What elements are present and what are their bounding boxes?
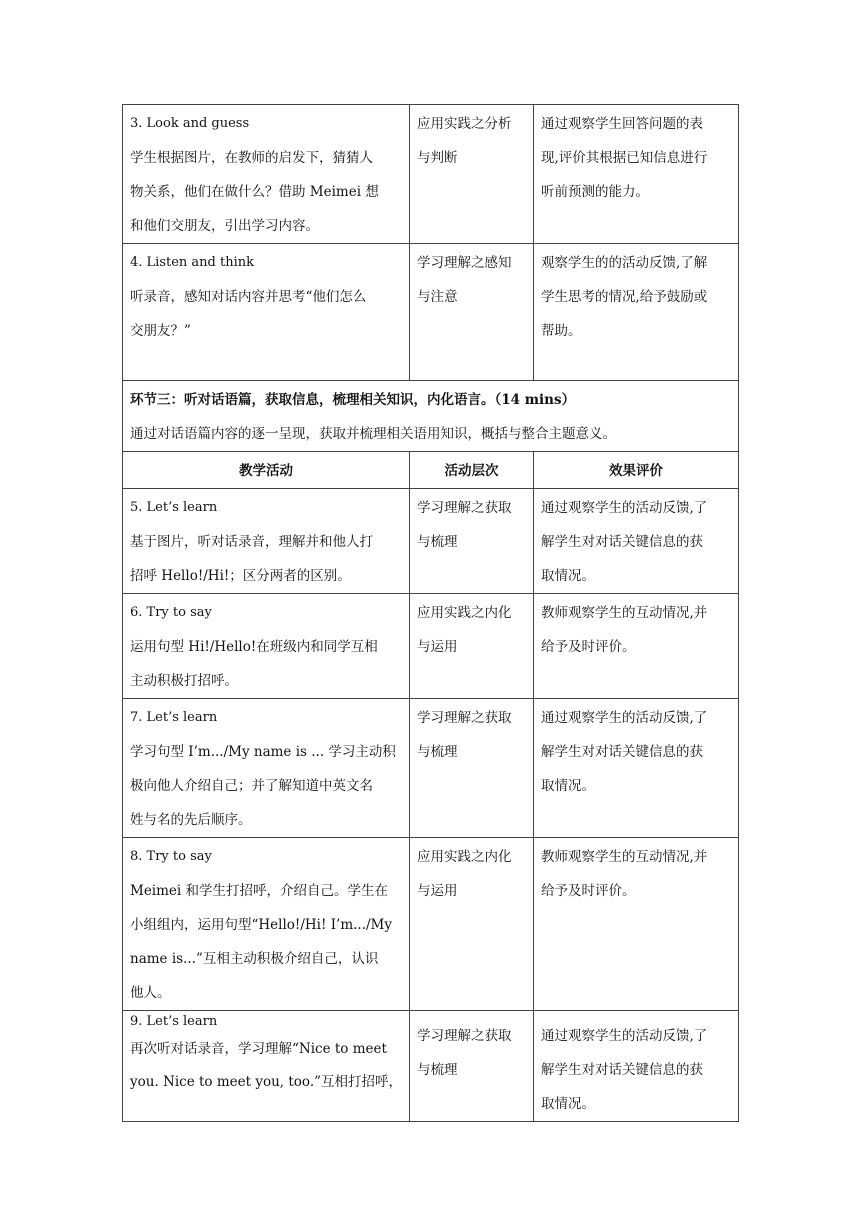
activity-text-line: 学生根据图片，在教师的启发下，猜猜人 bbox=[130, 150, 373, 166]
activity-row-7 bbox=[123, 699, 739, 838]
activity-text-line: 听录音，感知对话内容并思考“他们怎么 bbox=[130, 289, 367, 305]
level-cell bbox=[410, 594, 534, 699]
evaluation-text-line: 通过观察学生的活动反馈,了 bbox=[541, 710, 708, 726]
level-text-line: 与梳理 bbox=[417, 534, 458, 550]
evaluation-cell bbox=[534, 699, 739, 838]
activity-text-line: you. Nice to meet you, too.”互相打招呼， bbox=[130, 1074, 402, 1090]
level-cell bbox=[410, 105, 534, 244]
activity-row-9 bbox=[123, 1011, 739, 1122]
activity-cell bbox=[123, 244, 410, 381]
section-description: 通过对话语篇内容的逐一呈现，获取并梳理相关语用知识，概括与整合主题意义。 bbox=[130, 426, 616, 442]
section-row bbox=[123, 381, 739, 452]
activity-cell bbox=[123, 594, 410, 699]
level-text-line: 学习理解之感知 bbox=[417, 255, 512, 271]
evaluation-cell bbox=[534, 489, 739, 594]
level-text-line: 应用实践之分析 bbox=[417, 116, 512, 132]
level-cell bbox=[410, 838, 534, 1011]
evaluation-text-line: 教师观察学生的互动情况,并 bbox=[541, 849, 708, 865]
activity-cell bbox=[123, 838, 410, 1011]
evaluation-text-line: 现,评价其根据已知信息进行 bbox=[541, 150, 708, 166]
evaluation-text-line: 解学生对对话关键信息的获 bbox=[541, 744, 703, 760]
lesson-plan-table bbox=[122, 104, 739, 1122]
level-text-line: 应用实践之内化 bbox=[417, 605, 512, 621]
header-evaluation: 效果评价 bbox=[534, 452, 739, 489]
evaluation-text-line: 通过观察学生的活动反馈,了 bbox=[541, 500, 708, 516]
activity-row-6 bbox=[123, 594, 739, 699]
table-header-row bbox=[123, 452, 739, 489]
activity-text-line: 极向他人介绍自己；并了解知道中英文名 bbox=[130, 778, 373, 794]
level-cell bbox=[410, 244, 534, 381]
evaluation-cell bbox=[534, 244, 739, 381]
level-text-line: 应用实践之内化 bbox=[417, 849, 512, 865]
activity-row-3 bbox=[123, 105, 739, 244]
activity-cell bbox=[123, 489, 410, 594]
activity-row-4 bbox=[123, 244, 739, 381]
level-text-line: 与注意 bbox=[417, 289, 458, 305]
evaluation-text-line: 取情况。 bbox=[541, 1096, 595, 1112]
activity-text-line: 再次听对话录音，学习理解“Nice to meet bbox=[130, 1041, 387, 1057]
evaluation-text-line: 听前预测的能力。 bbox=[541, 184, 649, 200]
evaluation-cell bbox=[534, 838, 739, 1011]
section-cell bbox=[123, 381, 739, 452]
activity-text-line: 物关系，他们在做什么？借助 Meimei 想 bbox=[130, 184, 379, 200]
evaluation-text-line: 取情况。 bbox=[541, 778, 595, 794]
level-cell bbox=[410, 1011, 534, 1122]
activity-cell bbox=[123, 105, 410, 244]
evaluation-text-line: 取情况。 bbox=[541, 568, 595, 584]
evaluation-cell bbox=[534, 594, 739, 699]
evaluation-text-line: 解学生对对话关键信息的获 bbox=[541, 1062, 703, 1078]
activity-text-line: 姓与名的先后顺序。 bbox=[130, 812, 252, 828]
evaluation-text-line: 教师观察学生的互动情况,并 bbox=[541, 605, 708, 621]
activity-text-line: 小组组内，运用句型“Hello!/Hi! I’m.../My bbox=[130, 917, 393, 933]
activity-title: 5. Let’s learn bbox=[130, 500, 218, 515]
activity-text-line: 他人。 bbox=[130, 985, 171, 1001]
activity-text-line: 主动积极打招呼。 bbox=[130, 673, 238, 689]
level-text-line: 学习理解之获取 bbox=[417, 1028, 512, 1044]
activity-text-line: name is...”互相主动积极介绍自己，认识 bbox=[130, 951, 379, 967]
activity-title: 8. Try to say bbox=[130, 849, 212, 864]
evaluation-text-line: 通过观察学生回答问题的表 bbox=[541, 116, 703, 132]
level-text-line: 学习理解之获取 bbox=[417, 500, 512, 516]
activity-cell bbox=[123, 1011, 410, 1122]
activity-title: 3. Look and guess bbox=[130, 116, 250, 131]
evaluation-text-line: 给予及时评价。 bbox=[541, 639, 636, 655]
activity-row-5 bbox=[123, 489, 739, 594]
evaluation-text-line: 帮助。 bbox=[541, 323, 582, 339]
level-cell bbox=[410, 489, 534, 594]
activity-text-line: 招呼 Hello!/Hi!；区分两者的区别。 bbox=[130, 568, 351, 584]
activity-text-line: 基于图片，听对话录音，理解并和他人打 bbox=[130, 534, 373, 550]
level-text-line: 与判断 bbox=[417, 150, 458, 166]
activity-title: 6. Try to say bbox=[130, 605, 212, 620]
level-text-line: 与运用 bbox=[417, 639, 458, 655]
activity-text-line: 和他们交朋友，引出学习内容。 bbox=[130, 218, 319, 234]
activity-text-line: 学习句型 I’m.../My name is ... 学习主动积 bbox=[130, 744, 396, 760]
activity-text-line: 交朋友？” bbox=[130, 323, 191, 339]
evaluation-text-line: 学生思考的情况,给予鼓励或 bbox=[541, 289, 708, 305]
activity-title: 4. Listen and think bbox=[130, 255, 255, 270]
level-text-line: 与运用 bbox=[417, 883, 458, 899]
evaluation-text-line: 通过观察学生的活动反馈,了 bbox=[541, 1028, 708, 1044]
evaluation-cell bbox=[534, 1011, 739, 1122]
activity-text-line: Meimei 和学生打招呼，介绍自己。学生在 bbox=[130, 883, 389, 899]
activity-title: 9. Let’s learn bbox=[130, 1014, 218, 1029]
evaluation-text-line: 解学生对对话关键信息的获 bbox=[541, 534, 703, 550]
level-text-line: 学习理解之获取 bbox=[417, 710, 512, 726]
activity-cell bbox=[123, 699, 410, 838]
activity-text-line: 运用句型 Hi!/Hello!在班级内和同学互相 bbox=[130, 639, 378, 655]
activity-row-8 bbox=[123, 838, 739, 1011]
evaluation-text-line: 观察学生的的活动反馈,了解 bbox=[541, 255, 708, 271]
level-text-line: 与梳理 bbox=[417, 1062, 458, 1078]
activity-title: 7. Let’s learn bbox=[130, 710, 218, 725]
evaluation-cell bbox=[534, 105, 739, 244]
section-title: 环节三：听对话语篇，获取信息，梳理相关知识，内化语言。（14 mins） bbox=[130, 392, 576, 408]
level-text-line: 与梳理 bbox=[417, 744, 458, 760]
header-level: 活动层次 bbox=[410, 452, 534, 489]
header-activity: 教学活动 bbox=[123, 452, 410, 489]
evaluation-text-line: 给予及时评价。 bbox=[541, 883, 636, 899]
level-cell bbox=[410, 699, 534, 838]
